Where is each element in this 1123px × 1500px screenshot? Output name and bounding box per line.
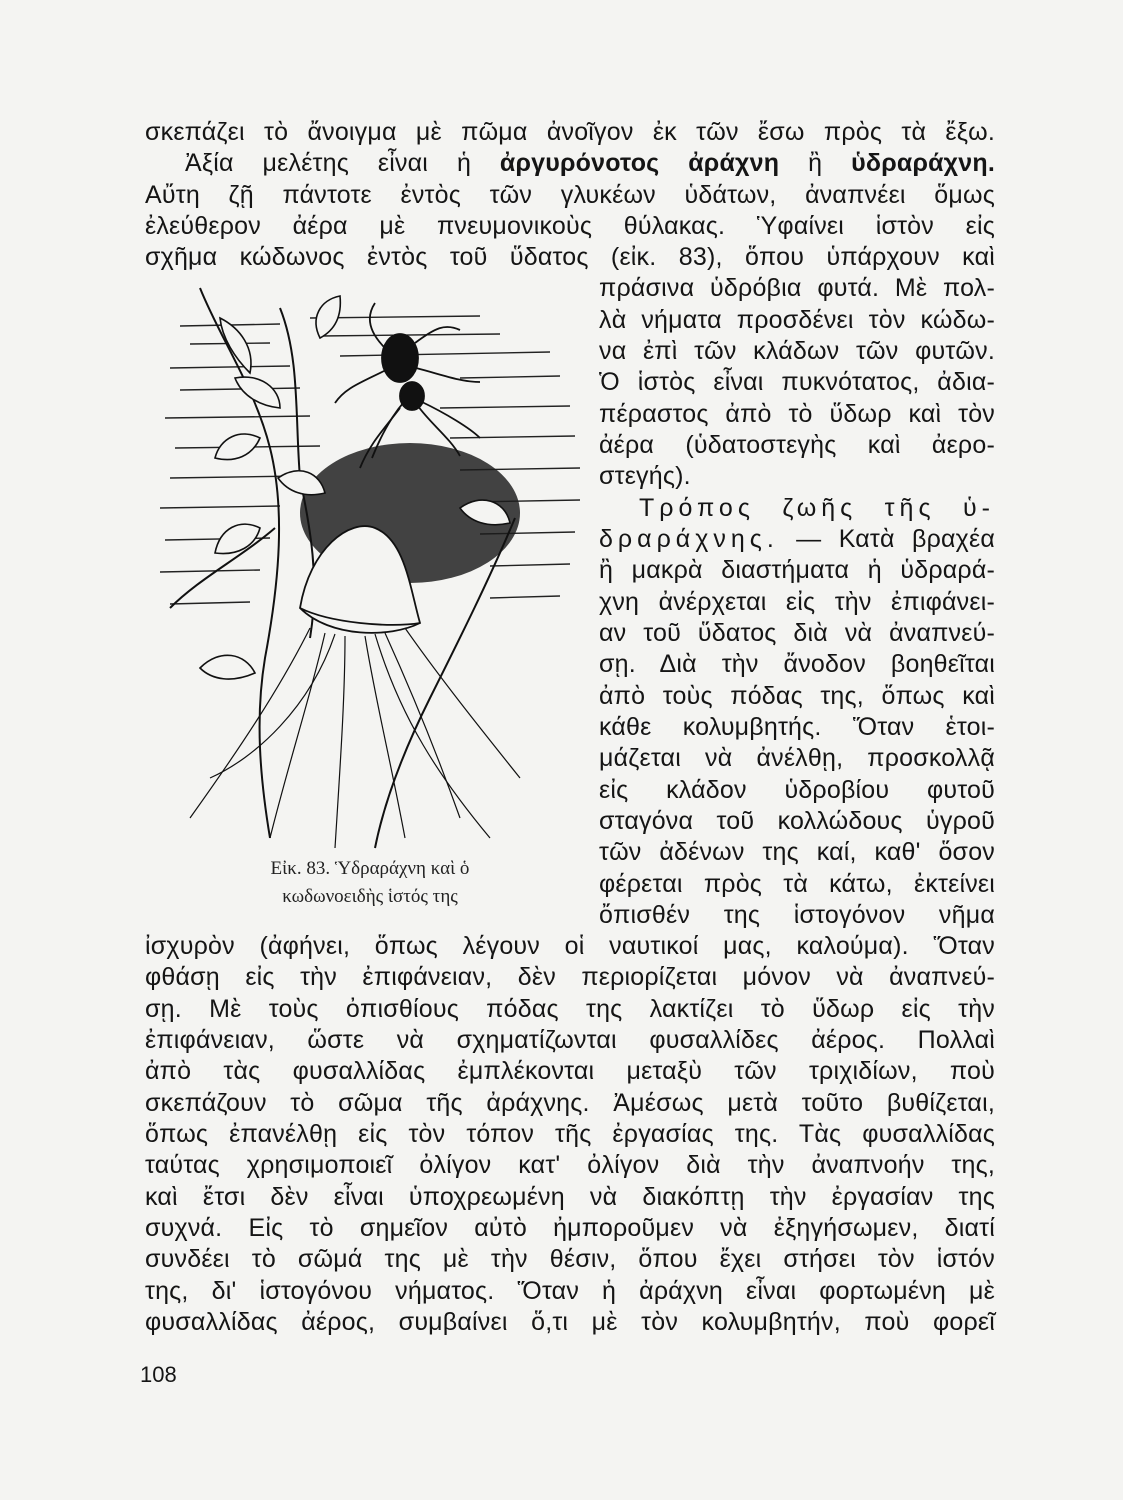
text-line: ἰσχυρὸν (ἀφήνει, ὅπως λέγουν οἱ ναυτικοί μας, καλούμα). Ὅταν bbox=[145, 932, 995, 960]
section-heading-end: δραράχνης. bbox=[599, 525, 779, 553]
text-line: ἢ μακρὰ διαστήματα ἡ ὑδραρά- bbox=[599, 556, 995, 584]
section-heading: Τρόπος ζωῆς τῆς ὑ- bbox=[639, 494, 995, 522]
text-line: μάζεται νὰ ἀνέλθῃ, προσκολλᾷ bbox=[599, 744, 995, 772]
text-line: καὶ ἔτσι δὲν εἶναι ὑποχρεωμένη νὰ διακόπτῃ τὴν ἐργασίαν της bbox=[145, 1183, 995, 1211]
text-line: αν τοῦ ὕδατος διὰ νὰ ἀναπνεύ- bbox=[599, 619, 995, 647]
text-line: σταγόνα τοῦ κολλώδους ὑγροῦ bbox=[599, 807, 995, 835]
text-line: σκεπάζει τὸ ἄνοιγμα μὲ πῶμα ἀνοῖγον ἐκ τῶν ἔσω πρὸς τὰ ἔξω. bbox=[145, 118, 995, 146]
text-line: ἀπὸ τὰς φυσαλλίδας ἐμπλέκονται μεταξὺ τῶν τριχιδίων, ποὺ bbox=[145, 1057, 995, 1085]
text-line: συχνά. Εἰς τὸ σημεῖον αὐτὸ ἠμποροῦμεν νὰ ἐξηγήσωμεν, διατί bbox=[145, 1214, 995, 1242]
text-line: σῃ. Διὰ τὴν ἄνοδον βοηθεῖται bbox=[599, 650, 995, 678]
text-line: να ἐπὶ τῶν κλάδων τῶν φυτῶν. bbox=[599, 337, 995, 365]
text-line: ἐπιφάνειαν, ὥστε νὰ σχηματίζωνται φυσαλλίδες ἀέρος. Πολλαὶ bbox=[145, 1026, 995, 1054]
text-line: Αὔτη ζῇ πάντοτε ἐντὸς τῶν γλυκέων ὑδάτων, ἀναπνέει ὅμως bbox=[145, 181, 995, 209]
bold-term-silver-spider: ἀργυρόνοτος ἀράχνη bbox=[499, 149, 780, 177]
text-line: σχῆμα κώδωνος ἐντὸς τοῦ ὕδατος (εἰκ. 83), ὅπου ὑπάρχουν καὶ bbox=[145, 243, 995, 271]
text-line: τῶν ἀδένων της καί, καθ' ὅσον bbox=[599, 838, 995, 866]
text-line: λὰ νήματα προσδένει τὸν κώδω- bbox=[599, 306, 995, 334]
text-line: φέρεται πρὸς τὰ κάτω, ἐκτείνει bbox=[599, 870, 995, 898]
text-line: ὄπισθέν της ἱστογόνον νῆμα bbox=[599, 901, 995, 929]
text-line: ταύτας χρησιμοποιεῖ ὀλίγον κατ' ὀλίγον διὰ τὴν ἀναπνοήν της, bbox=[145, 1151, 995, 1179]
text-line: της, δι' ἱστογόνου νήματος. Ὅταν ἡ ἀράχνη εἶναι φορτωμένη μὲ bbox=[145, 1277, 995, 1305]
text-line: κάθε κολυμβητής. Ὅταν ἑτοι- bbox=[599, 713, 995, 741]
text-line bbox=[145, 148, 995, 178]
text-line: ἀπὸ τοὺς πόδας της, ὅπως καὶ bbox=[599, 682, 995, 710]
text-line: φθάσῃ εἰς τὴν ἐπιφάνειαν, δὲν περιορίζεται μόνον νὰ ἀναπνεύ- bbox=[145, 963, 995, 991]
text-line: φυσαλλίδας ἀέρος, συμβαίνει ὅ,τι μὲ τὸν κολυμβητήν, ποὺ φορεῖ bbox=[145, 1308, 995, 1336]
water-spider-bell-nest-illustration bbox=[160, 278, 590, 858]
text-line: χνη ἀνέρχεται εἰς τὴν ἐπιφάνει- bbox=[599, 588, 995, 616]
text-span: ἢ bbox=[779, 149, 852, 177]
text-line bbox=[599, 524, 995, 554]
text-line: πέραστος ἀπὸ τὸ ὕδωρ καὶ τὸν bbox=[599, 400, 995, 428]
page-number: 108 bbox=[140, 1362, 177, 1387]
text-line: ἀέρα (ὑδατοστεγὴς καὶ ἀερο- bbox=[599, 431, 995, 459]
text-span: Ἀξία μελέτης εἶναι ἡ bbox=[185, 149, 500, 177]
text-line: ὅπως ἐπανέλθῃ εἰς τὸν τόπον τῆς ἐργασίας της. Τὰς φυσαλλίδας bbox=[145, 1120, 995, 1148]
text-line: εἰς κλάδον ὑδροβίου φυτοῦ bbox=[599, 776, 995, 804]
text-line: πράσινα ὑδρόβια φυτά. Μὲ πολ- bbox=[599, 274, 995, 302]
bold-term-water-spider: ὑδραράχνη. bbox=[851, 149, 995, 177]
figure-caption-line2: κωδωνοειδὴς ἱστός της bbox=[282, 886, 458, 907]
text-line: συνδέει τὸ σῶμά της μὲ τὴν θέσιν, ὅπου ἔχει στήσει τὸν ἱστόν bbox=[145, 1245, 995, 1273]
text-span: — Κατὰ βραχέα bbox=[778, 525, 995, 553]
text-line: σκεπάζουν τὸ σῶμα τῆς ἀράχνης. Ἀμέσως μετὰ τοῦτο βυθίζεται, bbox=[145, 1089, 995, 1117]
figure-caption-line1: Εἰκ. 83. Ὑδραράχνη καὶ ὁ bbox=[270, 858, 470, 879]
text-line: στεγής). bbox=[599, 462, 691, 490]
text-line: σῃ. Μὲ τοὺς ὀπισθίους πόδας της λακτίζει τὸ ὕδωρ εἰς τὴν bbox=[145, 995, 995, 1023]
text-line: Ὁ ἱστὸς εἶναι πυκνότατος, ἀδια- bbox=[599, 368, 995, 396]
text-line: ἐλεύθερον ἀέρα μὲ πνευμονικοὺς θύλακας. Ὑφαίνει ἱστὸν εἰς bbox=[145, 212, 995, 240]
